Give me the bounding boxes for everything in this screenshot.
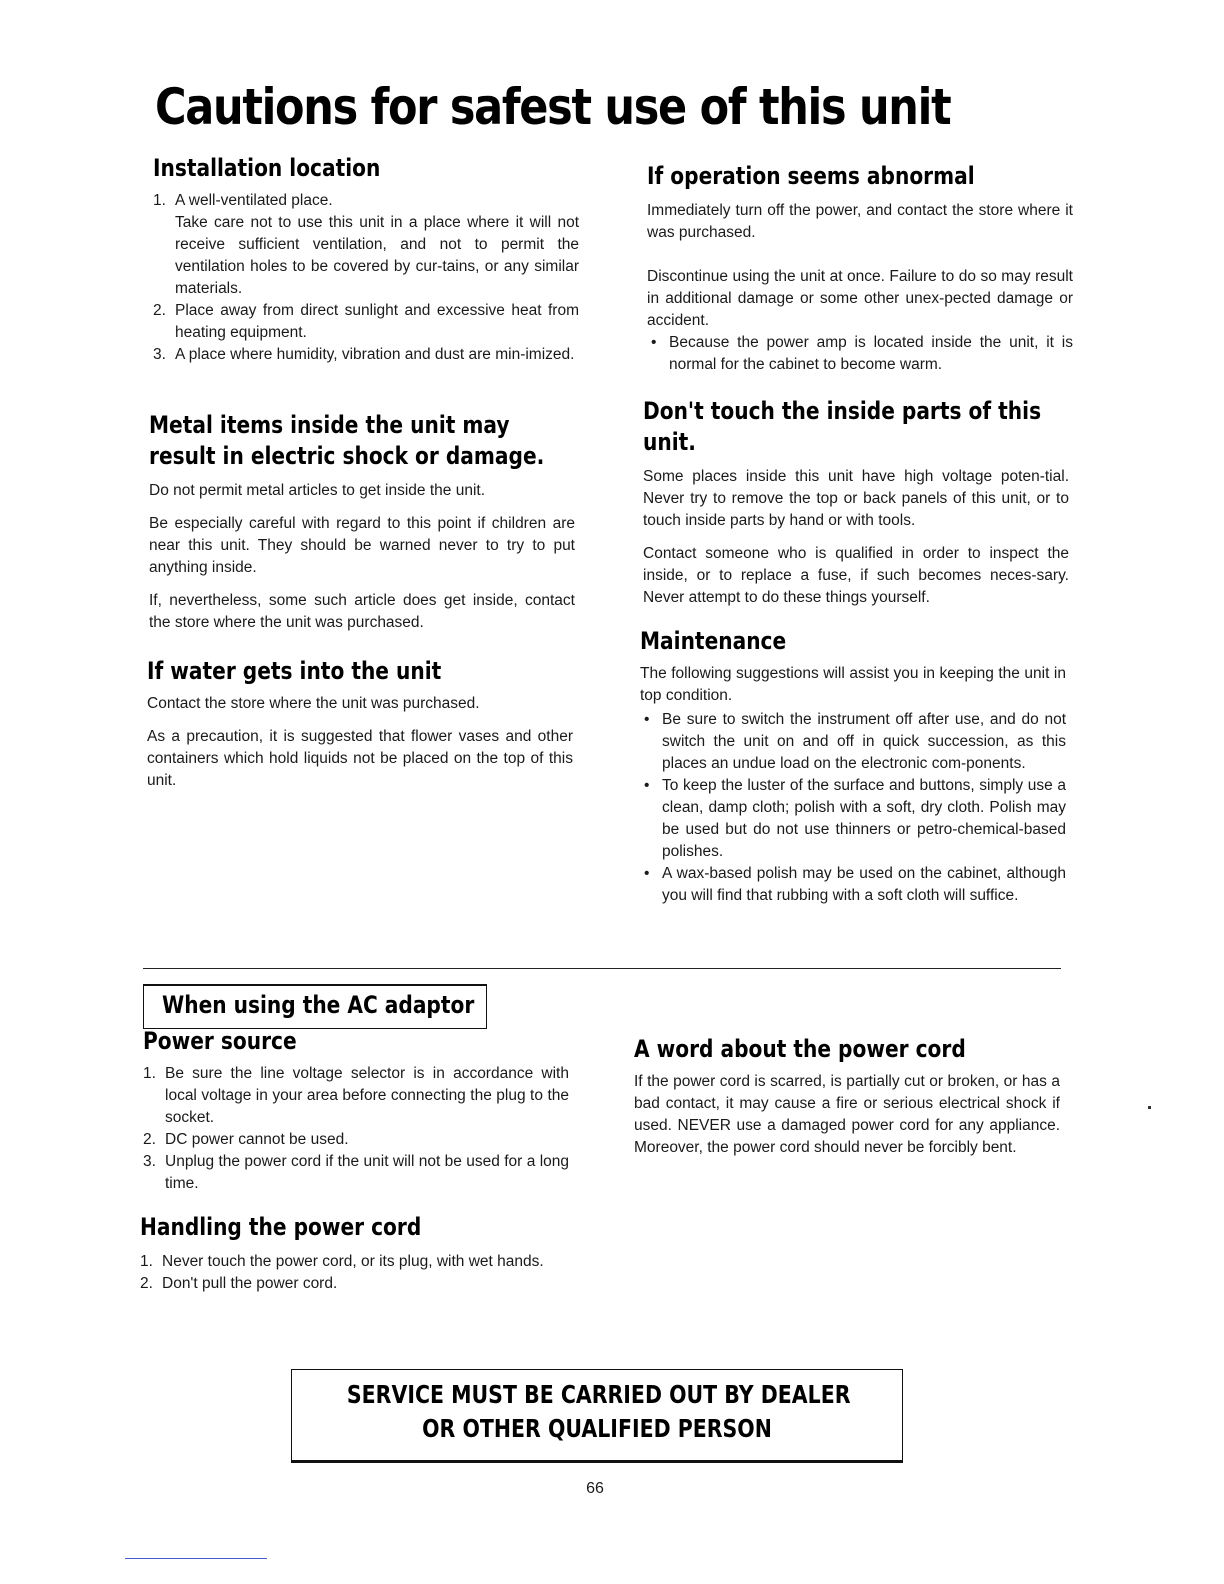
list-item: 2. Don't pull the power cord.: [140, 1275, 338, 1292]
water-paragraph: As a precaution, it is suggested that flower vases and other containers which hold liquids not be placed on the top of this unit.: [147, 728, 573, 789]
list-item: 2. Place away from direct sunlight and excessive heat from heating equipment.: [153, 302, 579, 341]
inside-paragraph: Contact someone who is qualified in order to inspect the inside, or to replace a fuse, if such becomes neces-sary. Never attempt to do these things yourself.: [643, 545, 1069, 606]
metal-paragraph: If, nevertheless, some such article does get inside, contact the store where the unit was purchased.: [149, 592, 575, 631]
installation-section: [153, 153, 579, 366]
service-notice-line2: OR OTHER QUALIFIED PERSON: [422, 1414, 772, 1443]
water-paragraph: Contact the store where the unit was purchased.: [147, 695, 480, 712]
power-source-list: [143, 1063, 569, 1195]
list-item: 1. Never touch the power cord, or its plug, with wet hands.: [140, 1253, 544, 1270]
list-item: 2. DC power cannot be used.: [143, 1131, 349, 1148]
metal-paragraph: Be especially careful with regard to this point if children are near this unit. They should be warned never to try to put anything inside.: [149, 515, 575, 576]
metal-paragraph: Do not permit metal articles to get inside the unit.: [149, 482, 485, 499]
abnormal-heading: If operation seems abnormal: [647, 162, 975, 190]
abnormal-paragraph: Discontinue using the unit at once. Failure to do so may result in additional damage or some other unex-pected damage or accident.: [647, 268, 1073, 329]
metal-heading-line2: result in electric shock or damage.: [149, 442, 545, 470]
cord-section: [634, 1034, 1060, 1159]
metal-heading-line1: Metal items inside the unit may: [149, 411, 510, 439]
water-heading: If water gets into the unit: [147, 657, 442, 685]
handling-heading: Handling the power cord: [140, 1213, 422, 1241]
footer-rule: [125, 1558, 267, 1559]
maintenance-section: [640, 626, 1066, 907]
installation-heading: Installation location: [153, 154, 381, 182]
metal-section: [149, 410, 575, 634]
list-item: • Because the power amp is located inside the unit, it is normal for the cabinet to become warm.: [647, 332, 1073, 376]
list-item: 1. Be sure the line voltage selector is in accordance with local voltage in your area before connecting the plug to the socket.: [143, 1065, 569, 1126]
inside-heading-line1: Don't touch the inside parts of this: [643, 397, 1042, 425]
cord-paragraph: If the power cord is scarred, is partially cut or broken, or has a bad contact, it may cause a fire or serious electrical shock if used. NEVER use a damaged power cord for any appliance. Moreover, the power cord should never be forcibly bent.: [634, 1073, 1060, 1156]
water-section: [147, 656, 573, 792]
handling-list: [140, 1251, 566, 1295]
inside-paragraph: Some places inside this unit have high voltage poten-tial. Never try to remove the top or back panels of this unit, or to touch inside parts by hand or with tools.: [643, 468, 1069, 529]
list-item: • Be sure to switch the instrument off after use, and do not switch the unit on and off in quick succession, as this places an undue load on the electronic com-ponents.: [640, 709, 1066, 775]
scan-speck: [1148, 1106, 1151, 1109]
cord-heading: A word about the power cord: [634, 1035, 966, 1063]
list-item: • To keep the luster of the surface and buttons, simply use a clean, damp cloth; polish with a soft, dry cloth. Polish may be used but do not use thinners or petro-chemical-based polishes.: [640, 775, 1066, 863]
maintenance-heading: Maintenance: [640, 627, 787, 655]
page-title: Cautions for safest use of this unit: [155, 78, 951, 136]
handling-section: [140, 1212, 566, 1295]
abnormal-section: [647, 161, 1073, 376]
list-item: 3. Unplug the power cord if the unit will not be used for a long time.: [143, 1153, 569, 1192]
list-item: 3. A place where humidity, vibration and dust are min-imized.: [153, 346, 575, 363]
ac-adaptor-box: [143, 984, 487, 1029]
service-notice-line1: SERVICE MUST BE CARRIED OUT BY DEALER: [346, 1380, 851, 1409]
abnormal-paragraph: Immediately turn off the power, and contact the store where it was purchased.: [647, 202, 1073, 241]
maintenance-bullets: [640, 709, 1066, 907]
page-number: 66: [586, 1480, 604, 1497]
service-notice-box: [291, 1369, 903, 1463]
installation-list: [153, 190, 579, 366]
power-source-heading: Power source: [143, 1027, 297, 1055]
maintenance-paragraph: The following suggestions will assist you in keeping the unit in top condition.: [640, 665, 1066, 704]
inside-heading-line2: unit.: [643, 428, 696, 456]
list-item: • A wax-based polish may be used on the cabinet, although you will find that rubbing with a soft cloth will suffice.: [640, 863, 1066, 907]
list-item: 1. A well-ventilated place. Take care not to use this unit in a place where it will not receive sufficient ventilation, and not to permit the ventilation holes to be covered by cur-tains, or any similar materials.: [153, 192, 579, 297]
abnormal-bullets: [647, 332, 1073, 376]
inside-section: [643, 396, 1069, 609]
power-source-section: [143, 1026, 569, 1195]
ac-adaptor-heading: When using the AC adaptor: [162, 991, 475, 1019]
section-divider: [143, 968, 1061, 969]
